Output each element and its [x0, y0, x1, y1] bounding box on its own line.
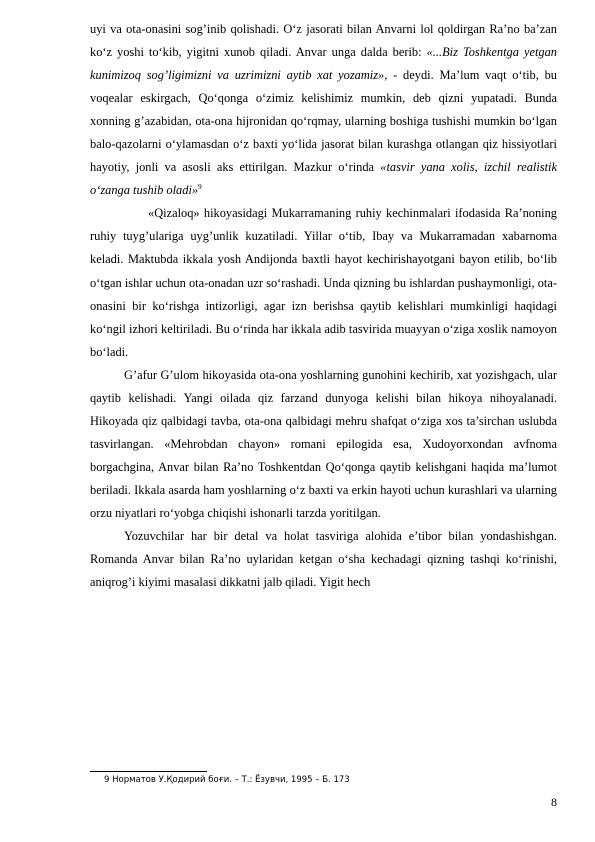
paragraph-2: «Qizaloq» hikoyasidagi Mukarramaning ruhiy kechinmalari ifodasida Ra’noning ruhiy tuyg’ulariga uyg’unlik kuzatiladi. Yillar o‘tib, Ibay va Mukarramadan xabarnoma keladi. Maktubda ikkala yosh Andijonda baxtli hayot kechirishayotgani bayon etilib, bo‘lib o‘tgan ishlar uchun ota-onadan uzr so‘rashadi. Unda qizning bu ishlardan pushaymonligi, ota-onasini bir ko‘rishga intizorligi, agar izn berishsa qaytib kelishlari mumkinligi haqidagi ko‘ngil izhori keltiriladi. Bu o‘rinda har ikkala adib tasvirida muayyan o‘ziga xoslik namoyon bo‘ladi. [90, 206, 557, 359]
footnote-divider [90, 771, 207, 772]
paragraph-1-text-b: - deydi. Ma’lum vaqt o‘tib, bu voqealar eskirgach, Qo‘qonga o‘zimiz kelishimiz mumkin, deb qizni yupatadi. Bunda xonning g’azabidan, ota-ona hijronidan qo‘rqmay, ularning boshiga tushishi mumkin bo‘lgan balo-qazolarni o‘ylamasdan o‘z baxti yo‘lida jasorat bilan kurashga otlangan qiz hissiyotlari hayotiy, jonli va asosli aks ettirilgan. Mazkur o‘rinda [90, 68, 557, 175]
footnote-ref[interactable]: 9 [198, 183, 202, 192]
footnote: 9 Норматов У.Қодирий боғи. – Т.: Ёзувчи, 1995 – Б. 173 [104, 775, 350, 785]
quote-critic: «tasvir yana xolis, izchil realistik o‘zanga tushib oladi» [90, 160, 557, 198]
page-number: 8 [551, 795, 557, 809]
body-text [90, 18, 557, 594]
paragraph-1-text-a: uyi va ota-onasini sog’inib qolishadi. O‘z jasorati bilan Anvarni lol qoldirgan Ra’no ba’zan ko‘z yoshi to‘kib, yigitni xunob qiladi. Anvar unga dalda berib: [90, 22, 557, 60]
paragraph-1 [90, 18, 557, 202]
paragraph-3: G’afur G’ulom hikoyasida ota-ona yoshlarning gunohini kechirib, xat yozishgach, ular qaytib kelishadi. Yangi oilada qiz farzand dunyoga kelishi bilan hikoya nihoyalanadi. Hikoyada qiz qalbidagi tavba, ota-ona qalbidagi mehru shafqat o‘ziga xos ta’sirchan uslubda tasvirlangan. «Mehrobdan chayon» romani epilogida esa, Xudoyorxondan avfnoma borgachgina, Anvar bilan Ra’no Toshkentdan Qo‘qonga qaytib kelishgani haqida ma’lumot beriladi. Ikkala asarda ham yoshlarning o‘z baxti va erkin hayoti uchun kurashlari va ularning orzu niyatlari ro‘yobga chiqishi ishonarli tarzda yoritilgan. [90, 367, 557, 520]
quote-letter: «...Biz Toshkentga yetgan kunimizoq sog’ligimizni va uzrimizni aytib xat yozamiz», [90, 45, 557, 83]
paragraph-4: Yozuvchilar har bir detal va holat tasviriga alohida e’tibor bilan yondashishgan. Romanda Anvar bilan Ra’no uylaridan ketgan o‘sha kechadagi qizning tashqi ko‘rinishi, aniqrog’i kiyimi masalasi dikkatni jalb qiladi. Yigit hech [90, 529, 557, 590]
